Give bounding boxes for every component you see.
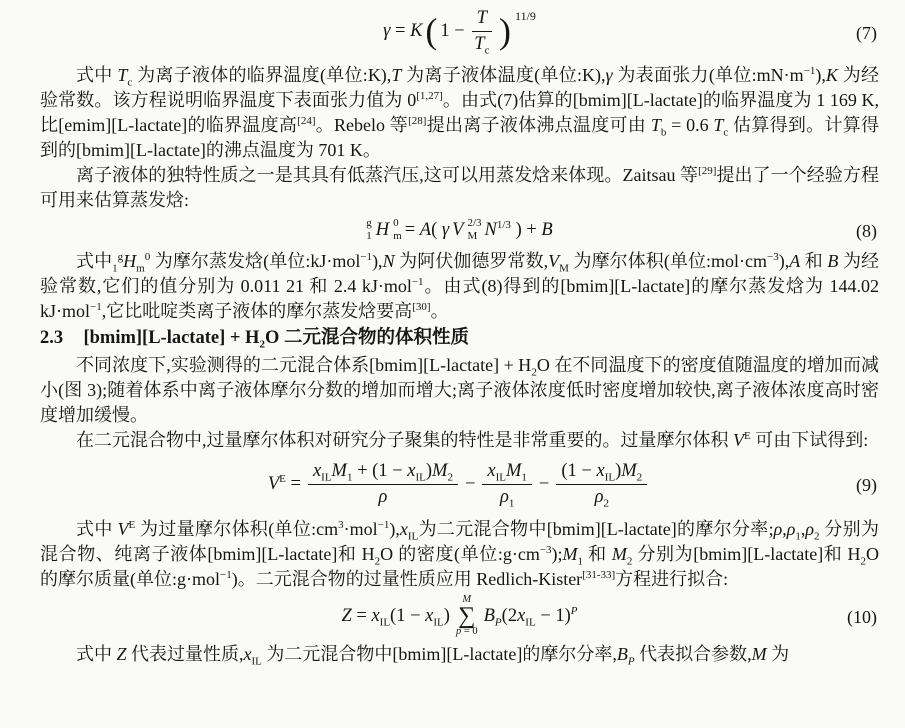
eq9-fraction-1 [308,460,458,509]
prescript-sup: g [366,217,372,230]
fraction-denominator: $\rho_2$ [594,486,609,510]
eq9-fraction-3 [556,460,647,509]
paragraph-2: 离子液体的独特性质之一是其具有低蒸汽压,这可以用蒸发焓来体现。Zaitsau 等[29]提出了一个经验方程可用来估算蒸发焓: [40,165,879,211]
eq7-exponent: 11/9 [515,9,536,24]
section-title: [bmim][L-lactate] + $H_2O$ 二元混合物的体积性质 [83,327,469,351]
section-heading [40,325,879,352]
fraction-numerator: T [472,7,492,32]
equation-number: (7) [856,22,877,43]
v-sup: 2/3 [467,217,482,230]
postscript-sub: m [393,230,402,243]
sum-upper-limit: M [462,593,472,605]
eq7-lhs: γ = K [383,21,423,42]
equation-9 [40,453,879,517]
fraction-denominator: ρ [378,486,388,507]
equation-8-body [366,217,552,243]
equation-9-body [268,460,651,509]
sigma-icon: ∑ [458,603,476,630]
fraction-numerator: $x_{IL}M_1 + (1 - x_{IL})M_2$ [308,460,458,485]
eq8-prescripts [366,217,372,243]
paragraph-5: 在二元混合物中,过量摩尔体积对研究分子聚集的特性是非常重要的。过量摩尔体积 $V^E$ 可由下试得到: [76,429,869,450]
minus-operator: − [538,473,550,494]
equation-7 [40,2,879,63]
equation-number: (10) [847,606,877,627]
paragraph-4: 不同浓度下,实验测得的二元混合体系[bmim][L-lactate] + $H_2O$ 在不同温度下的密度值随温度的增加而减小(图 3);随着体系中离子液体摩尔分数的增加而增大;离子液体浓度低时密度增加较快,离子液体浓度高时密度增加缓慢。 [40,354,880,425]
equation-7-body [383,7,536,56]
equation-number: (9) [856,474,877,495]
eq10-lhs: $Z = x_{IL}(1 - x_{IL})$ [341,605,450,629]
equation-number: (8) [856,220,877,241]
eq7-fraction [472,7,492,56]
paragraph-6: 式中 $V^E$ 为过量摩尔体积(单位$:cm^3\cdot mol^{-1}),x_{IL}$为二元混合物中[bmim][L-lactate]的摩尔分率$;\rho,\rho_1,\rho_2$ 分别为混合物、纯离子液体[bmim][L-lactate]和 $H_2O$ 的密度(单位$:g\cdot cm^{-3});M_1$ 和 $M_2$ 分别为[bmim][L-lactate]和 $H_2O$ 的摩尔质量(单位:g·mol$^{-1}$)。二元混合物的过量性质应用 Redlich-Kister[31-33]方程进行拟合: [40,518,879,589]
fraction-numerator: $(1 - x_{IL})M_2$ [556,460,647,485]
eq8-v-scripts [467,217,481,243]
equation-10-body [341,595,577,638]
postscript-sup: 0 [393,217,399,230]
close-paren: ) [499,11,512,52]
equation-8 [40,213,879,248]
paragraph-1: 式中 $T_c$ 为离子液体的临界温度(单位:K),T 为离子液体温度(单位:K),γ 为表面张力(单位$:mN\cdot m^{-1}),K$ 为经验常数。该方程说明临界温度下表面张力值为 0[1,27]。由式(7)估算的[bmim][L-lactate]的临界温度为 1 169 K,比[emim][L-lactate]的临界温度高[24]。Rebelo 等[28]提出离子液体沸点温度可由 $T_b = 0.6$ $T_c$ 估算得到。计算得到的[bmim][L-lactate]的沸点温度为 701 K。 [40,65,880,161]
minus-operator: − [464,473,476,494]
eq9-lhs: $V^E$ = [267,472,301,494]
fraction-denominator: $\rho_1$ [499,486,515,510]
fraction-denominator: $T_c$ [474,34,490,57]
section-number: 2.3 [40,327,64,348]
paragraph-7: 式中 Z 代表过量性质$,x_{IL}$ 为二元混合物中[bmim][L-lactate]的摩尔分率$,B_P$ 代表拟合参数,M 为 [76,643,790,668]
equation-10 [40,592,879,642]
eq8-mid: = A( γ [404,219,450,240]
paragraph-3: 式中$_1^gH_m^0$ 为摩尔蒸发焓(单位:kJ·mol$^{-1}$),N 为阿伏伽德罗常数$,V_M$ 为摩尔体积(单位$:mol\cdot cm^{-3}),A$ 和 B 为经验常数,它们的值分别为 0.011 21 和 2.4 kJ·mol$^{-1}$。由式(8)得到的[bmim][L-lactate]的摩尔蒸发焓为 144.02 kJ·mol$^{-1}$,它比吡啶类离子液体的摩尔蒸发焓要高[30]。 [40,250,880,321]
eq7-inner: 1 − [440,21,465,42]
prescript-sub: 1 [366,230,372,243]
open-paren: ( [425,11,438,52]
eq8-v-symbol: V [452,219,464,240]
eq8-base-symbol: H [375,219,390,240]
v-sub: M [467,230,478,243]
summation [456,595,478,638]
sum-lower-limit: p = 0 [455,626,478,638]
eq8-tail: $N^{1/3}$ ) + B [484,218,553,240]
eq10-rhs: $B_P(2x_{IL} - 1)^P$ [483,604,578,629]
eq8-postscripts [393,217,402,243]
eq9-fraction-2 [482,460,532,509]
fraction-numerator: $x_{IL}M_1$ [482,460,532,485]
